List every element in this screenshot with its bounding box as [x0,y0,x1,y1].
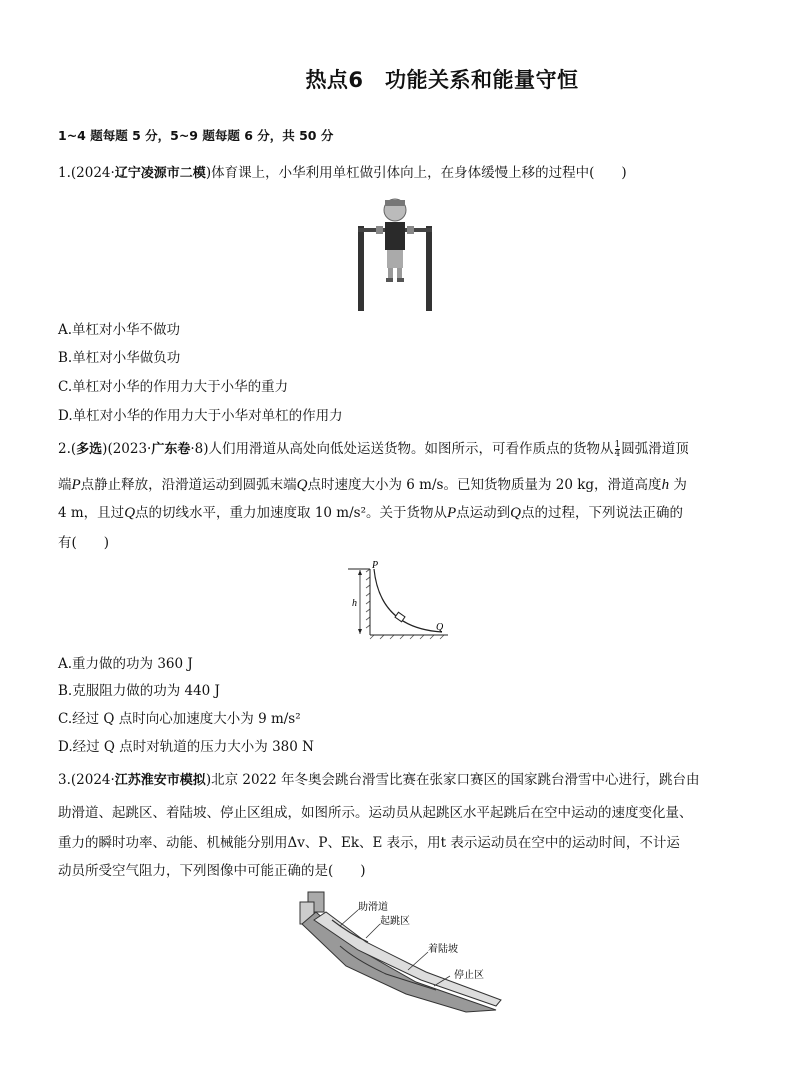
question-2-line-3: 4 m，且过Q点的切线水平，重力加速度取 10 m/s²。关于货物从P点运动到Q点的过程，下列说法正确的 [58,505,683,521]
label-q: Q [436,622,444,633]
question-3-line-3: 重力的瞬时功率、动能、机械能分别用Δv、P、Ek、E 表示，用t 表示运动员在空中的运动时间，不计运 [58,835,680,851]
slide-track-figure [344,560,456,640]
quarter-fraction: $\frac{1}{4}$ [614,440,621,459]
question-1-stem: 1.(2024·辽宁凌源市二模)体育课上，小华利用单杠做引体向上，在身体缓慢上移的过程中( ) [58,165,627,181]
scoring-note: 1~4 题每题 5 分，5~9 题每题 6 分，共 50 分 [58,128,334,143]
page-title: 热点6 功能关系和能量守恒 [305,68,579,92]
question-3-line-4: 动员所受空气阻力，下列图像中可能正确的是( ) [58,863,366,879]
question-1-option-a: A.单杠对小华不做功 [58,322,181,338]
question-2-option-a: A.重力做的功为 360 J [58,656,193,672]
question-1-source: 辽宁凌源市二模 [114,166,206,181]
label-run-in: 助滑道 [358,902,388,913]
question-2-option-d: D.经过 Q 点时对轨道的压力大小为 380 N [58,739,314,755]
label-landing-slope: 着陆坡 [428,944,458,955]
label-take-off: 起跳区 [380,916,410,927]
question-1-option-c: C.单杠对小华的作用力大于小华的重力 [58,379,289,395]
question-1-option-b: B.单杠对小华做负功 [58,350,181,366]
question-3-line-2: 助滑道、起跳区、着陆坡、停止区组成，如图所示。运动员从起跳区水平起跳后在空中运动的速度变化量、 [58,805,693,821]
question-2-line-4: 有( ) [58,535,110,551]
label-h: h [352,598,357,609]
question-2-source: 广东卷 [151,442,191,457]
question-2-line-2: 端P点静止释放，沿滑道运动到圆弧末端Q点时速度大小为 6 m/s。已知货物质量为 20 kg，滑道高度h 为 [58,477,687,493]
question-2-line-1: 2.(多选)(2023·广东卷·8)人们用滑道从高处向低处运送货物。如图所示，可看作质点的货物从 $\frac{1}{4}$ 圆弧滑道顶 [58,440,689,459]
question-2-tag: 多选 [76,442,103,457]
label-p: P [372,560,379,571]
pull-up-figure [354,196,436,312]
question-3-source: 江苏淮安市模拟 [114,773,206,788]
question-1-option-d: D.单杠对小华的作用力大于小华对单杠的作用力 [58,408,343,424]
question-2-option-b: B.克服阻力做的功为 440 J [58,683,220,699]
question-3-line-1: 3.(2024·江苏淮安市模拟)北京 2022 年冬奥会跳台滑雪比赛在张家口赛区的国家跳台滑雪中心进行，跳台由 [58,772,700,788]
ski-jump-figure [296,890,506,1014]
question-2-option-c: C.经过 Q 点时向心加速度大小为 9 m/s² [58,711,301,727]
label-stop-area: 停止区 [454,970,484,981]
